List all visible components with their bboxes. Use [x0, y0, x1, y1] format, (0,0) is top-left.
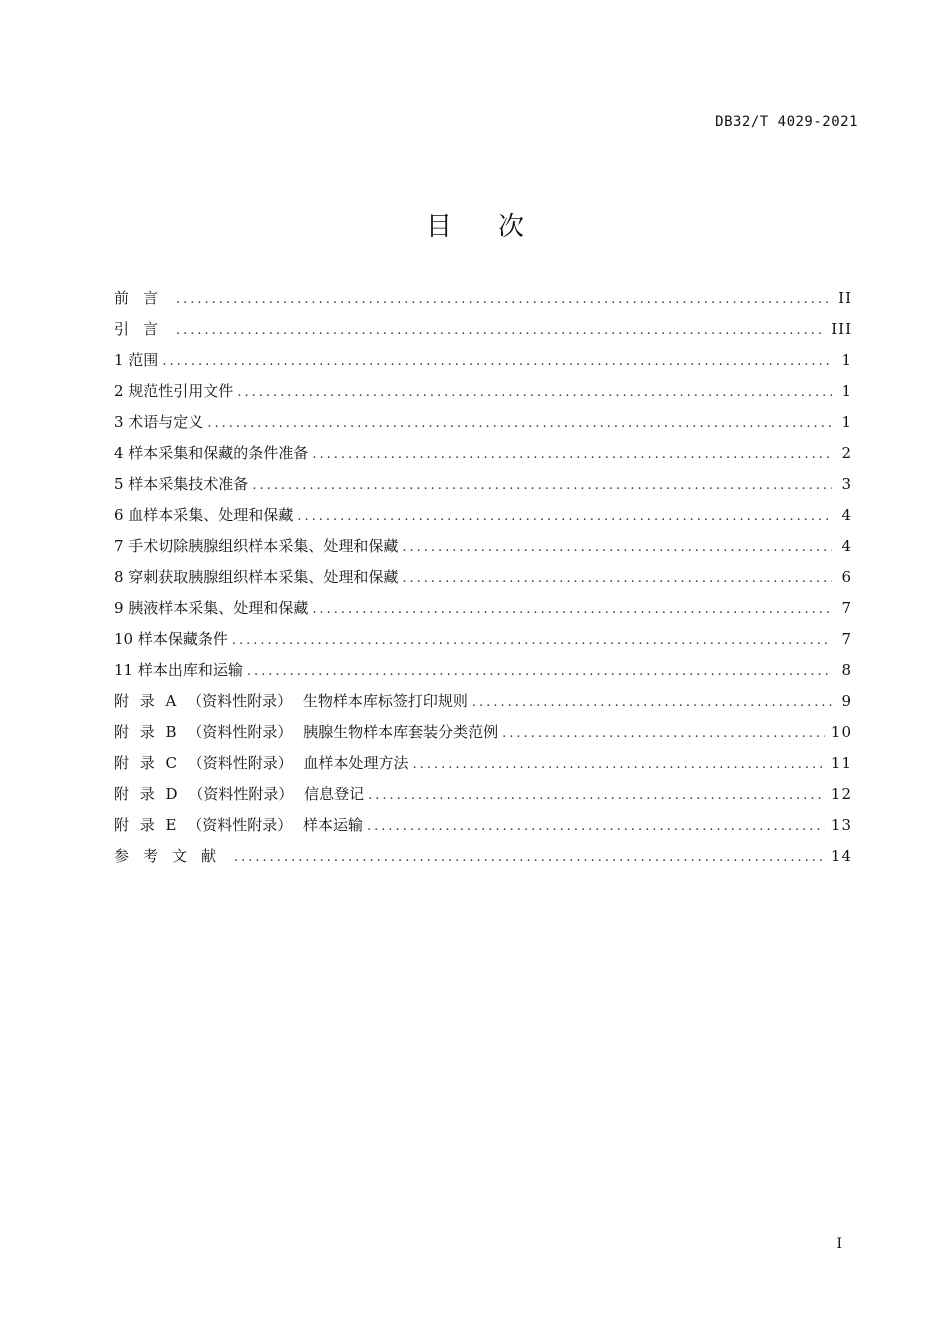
- dot-leader: [297, 501, 832, 532]
- toc-entry-label: 1 范围: [114, 351, 159, 369]
- page-title: 目次: [425, 212, 570, 242]
- toc-entry-annex-e[interactable]: [114, 810, 852, 841]
- toc-entry-label: 附 录 A （资料性附录） 生物样本库标签打印规则: [114, 692, 468, 710]
- toc-entry-page: 10: [830, 723, 852, 741]
- toc-entry-2[interactable]: [114, 376, 852, 407]
- toc-entry-10[interactable]: [114, 624, 852, 655]
- toc-entry-page: 4: [841, 537, 852, 555]
- toc-entry-label: 6 血样本采集、处理和保藏: [114, 506, 294, 524]
- toc-entry-5[interactable]: [114, 469, 852, 500]
- toc-entry-page: 3: [841, 475, 852, 493]
- toc-entry-page: 8: [841, 661, 852, 679]
- toc-entry-page: 1: [841, 382, 852, 400]
- standard-code: DB32/T 4029-2021: [715, 114, 858, 130]
- dot-leader: [176, 284, 832, 315]
- dot-leader: [237, 377, 832, 408]
- toc-entry-foreword[interactable]: [114, 283, 852, 314]
- dot-leader: [176, 315, 825, 346]
- toc-entry-3[interactable]: [114, 407, 852, 438]
- toc-entry-page: 6: [841, 568, 852, 586]
- toc-entry-annex-c[interactable]: [114, 748, 852, 779]
- toc-entry-label: 参考文献: [114, 847, 231, 865]
- toc-entry-9[interactable]: [114, 593, 852, 624]
- toc-entry-page: 2: [841, 444, 852, 462]
- toc-entry-page: 11: [830, 754, 852, 772]
- dot-leader: [312, 594, 832, 625]
- toc-entry-introduction[interactable]: [114, 314, 852, 345]
- toc-entry-page: 7: [841, 599, 852, 617]
- toc-entry-page: 9: [841, 692, 852, 710]
- toc-entry-page: 13: [830, 816, 852, 834]
- dot-leader: [413, 749, 825, 780]
- toc-entry-annex-b[interactable]: [114, 717, 852, 748]
- dot-leader: [252, 470, 832, 501]
- toc-entry-label: 3 术语与定义: [114, 413, 204, 431]
- toc-entry-page: 1: [841, 413, 852, 431]
- toc-entry-1[interactable]: [114, 345, 852, 376]
- toc-entry-label: 2 规范性引用文件: [114, 382, 234, 400]
- toc-entry-label: 附 录 B （资料性附录） 胰腺生物样本库套装分类范例: [114, 723, 499, 741]
- dot-leader: [232, 625, 832, 656]
- dot-leader: [472, 687, 832, 718]
- toc-entry-label: 引言: [114, 320, 173, 338]
- toc-entry-label: 附 录 D （资料性附录） 信息登记: [114, 785, 365, 803]
- toc-entry-page: 12: [830, 785, 852, 803]
- toc-entry-annex-a[interactable]: [114, 686, 852, 717]
- toc-entry-4[interactable]: [114, 438, 852, 469]
- page-number: I: [836, 1236, 842, 1252]
- toc-entry-label: 4 样本采集和保藏的条件准备: [114, 444, 309, 462]
- toc-entry-page: III: [831, 320, 852, 338]
- toc-entry-references[interactable]: [114, 841, 852, 872]
- dot-leader: [247, 656, 832, 687]
- table-of-contents: [114, 283, 852, 872]
- dot-leader: [402, 563, 832, 594]
- dot-leader: [368, 780, 825, 811]
- dot-leader: [502, 718, 825, 749]
- toc-entry-label: 附 录 C （资料性附录） 血样本处理方法: [114, 754, 409, 772]
- toc-entry-8[interactable]: [114, 562, 852, 593]
- toc-entry-label: 11 样本出库和运输: [114, 661, 243, 679]
- dot-leader: [367, 811, 825, 842]
- toc-entry-7[interactable]: [114, 531, 852, 562]
- toc-entry-6[interactable]: [114, 500, 852, 531]
- toc-entry-11[interactable]: [114, 655, 852, 686]
- toc-entry-page: II: [838, 289, 852, 307]
- dot-leader: [234, 842, 825, 873]
- toc-entry-label: 7 手术切除胰腺组织样本采集、处理和保藏: [114, 537, 399, 555]
- toc-entry-page: 14: [830, 847, 852, 865]
- dot-leader: [207, 408, 832, 439]
- toc-entry-page: 4: [841, 506, 852, 524]
- dot-leader: [162, 346, 832, 377]
- toc-entry-label: 前言: [114, 289, 173, 307]
- toc-entry-page: 1: [841, 351, 852, 369]
- toc-entry-page: 7: [841, 630, 852, 648]
- toc-entry-label: 5 样本采集技术准备: [114, 475, 249, 493]
- toc-entry-label: 10 样本保藏条件: [114, 630, 228, 648]
- toc-entry-label: 附 录 E （资料性附录） 样本运输: [114, 816, 364, 834]
- toc-entry-annex-d[interactable]: [114, 779, 852, 810]
- dot-leader: [402, 532, 832, 563]
- toc-entry-label: 9 胰液样本采集、处理和保藏: [114, 599, 309, 617]
- toc-entry-label: 8 穿刺获取胰腺组织样本采集、处理和保藏: [114, 568, 399, 586]
- dot-leader: [312, 439, 832, 470]
